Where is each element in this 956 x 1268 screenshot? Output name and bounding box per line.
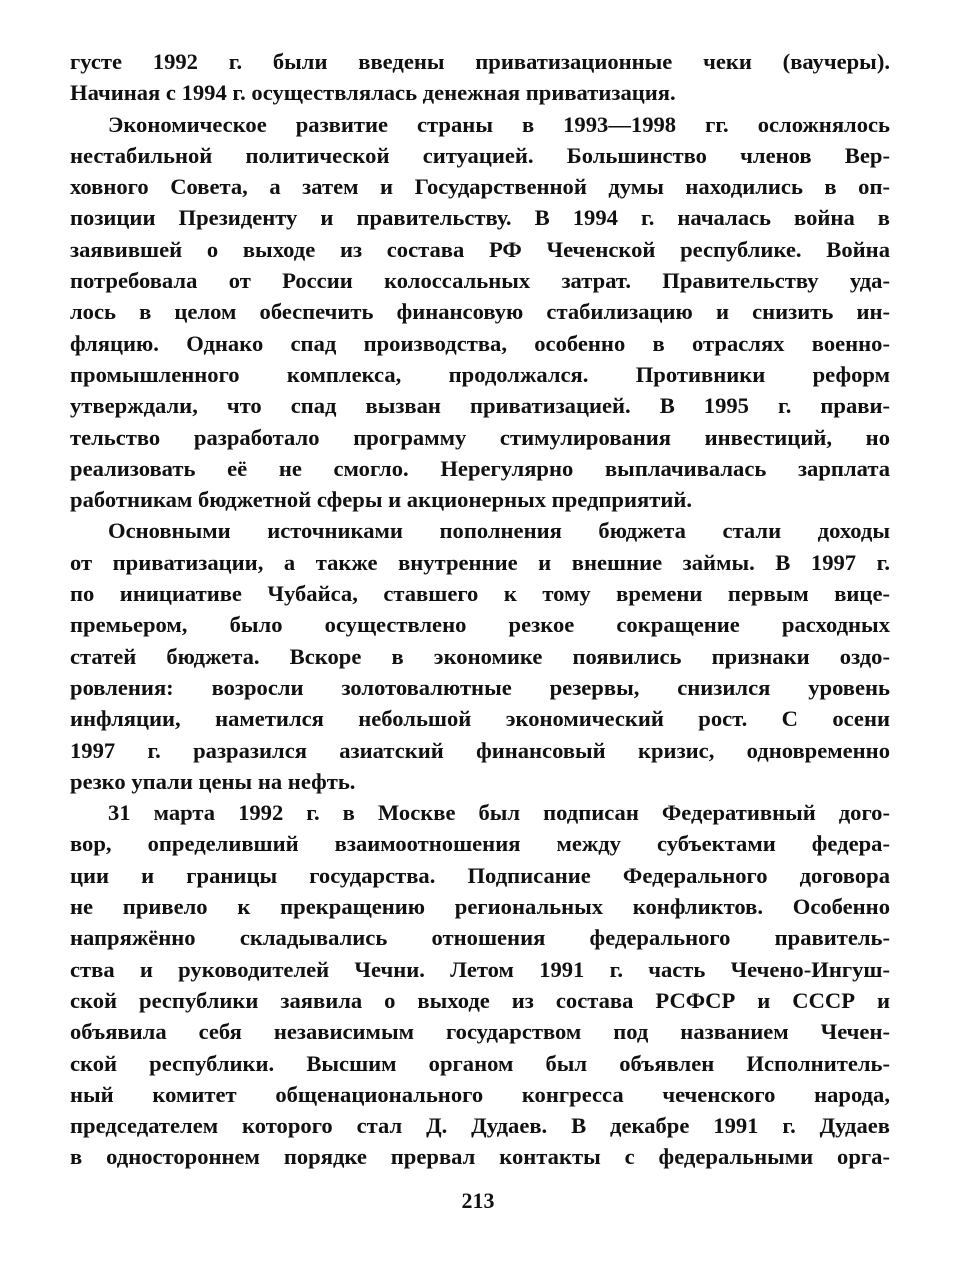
- text-line: нестабильной политической ситуацией. Большинство членов Вер-: [70, 142, 890, 168]
- paragraph-1: [70, 46, 890, 109]
- text-line: объявила себя независимым государством под названием Чечен-: [70, 1019, 890, 1045]
- text-line: густе 1992 г. были введены приватизационные чеки (ваучеры).: [70, 49, 890, 74]
- text-line: потребовала от России колоссальных затрат. Правительству уда-: [70, 268, 890, 294]
- page-number: 213: [461, 1188, 495, 1213]
- paragraph-4: [70, 797, 890, 1173]
- text-line: 1997 г. разразился азиатский финансовый кризис, одновременно: [70, 737, 890, 763]
- text-line: председателем которого стал Д. Дудаев. В декабре 1991 г. Дудаев: [70, 1113, 890, 1139]
- paragraph-3: [70, 515, 890, 797]
- text-line: заявившей о выходе из состава РФ Чеченской республике. Война: [70, 236, 890, 262]
- text-line: промышленного комплекса, продолжался. Противники реформ: [70, 361, 890, 387]
- document-page: [70, 46, 890, 1173]
- text-line: напряжённо складывались отношения федерального правитель-: [70, 925, 890, 951]
- text-line: ства и руководителей Чечни. Летом 1991 г. часть Чечено-Ингуш-: [70, 956, 890, 982]
- text-line: работникам бюджетной сферы и акционерных предприятий.: [70, 487, 693, 513]
- text-line: Основными источниками пополнения бюджета стали доходы: [108, 518, 890, 544]
- text-line: 31 марта 1992 г. в Москве был подписан Федеративный дого-: [108, 800, 890, 826]
- text-line: тельство разработало программу стимулирования инвестиций, но: [70, 424, 890, 450]
- text-line: статей бюджета. Вскоре в экономике появились признаки оздо-: [70, 643, 890, 669]
- text-line: ции и границы государства. Подписание Федерального договора: [70, 862, 890, 888]
- text-line: резко упали цены на нефть.: [70, 768, 356, 794]
- text-line: от приватизации, а также внутренние и внешние займы. В 1997 г.: [70, 549, 890, 575]
- text-line: премьером, было осуществлено резкое сокращение расходных: [70, 612, 890, 638]
- text-line: лось в целом обеспечить финансовую стабилизацию и снизить ин-: [70, 299, 890, 325]
- paragraph-2: [70, 109, 890, 516]
- text-line: Начиная с 1994 г. осуществлялась денежная приватизация.: [70, 80, 676, 106]
- text-line: реализовать её не смогло. Нерегулярно выплачивалась зарплата: [70, 455, 890, 481]
- text-line: фляцию. Однако спад производства, особенно в отраслях военно-: [70, 330, 890, 356]
- text-line: ровления: возросли золотовалютные резервы, снизился уровень: [70, 674, 890, 700]
- text-line: ской республики заявила о выходе из состава РСФСР и СССР и: [70, 987, 890, 1013]
- text-line: Экономическое развитие страны в 1993—1998 гг. осложнялось: [108, 111, 890, 137]
- text-line: вор, определивший взаимоотношения между субъектами федера-: [70, 831, 890, 857]
- text-line: позиции Президенту и правительству. В 1994 г. началась война в: [70, 205, 890, 231]
- text-line: по инициативе Чубайса, ставшего к тому времени первым вице-: [70, 581, 890, 607]
- text-line: в одностороннем порядке прервал контакты с федеральными орга-: [70, 1144, 890, 1170]
- text-line: ской республики. Высшим органом был объявлен Исполнитель-: [70, 1050, 890, 1076]
- text-line: утверждали, что спад вызван приватизацией. В 1995 г. прави-: [70, 393, 890, 419]
- text-line: инфляции, наметился небольшой экономический рост. С осени: [70, 706, 890, 732]
- text-line: ный комитет общенационального конгресса чеченского народа,: [70, 1081, 890, 1107]
- text-line: ховного Совета, а затем и Государственной думы находились в оп-: [70, 174, 890, 200]
- text-line: не привело к прекращению региональных конфликтов. Особенно: [70, 894, 890, 920]
